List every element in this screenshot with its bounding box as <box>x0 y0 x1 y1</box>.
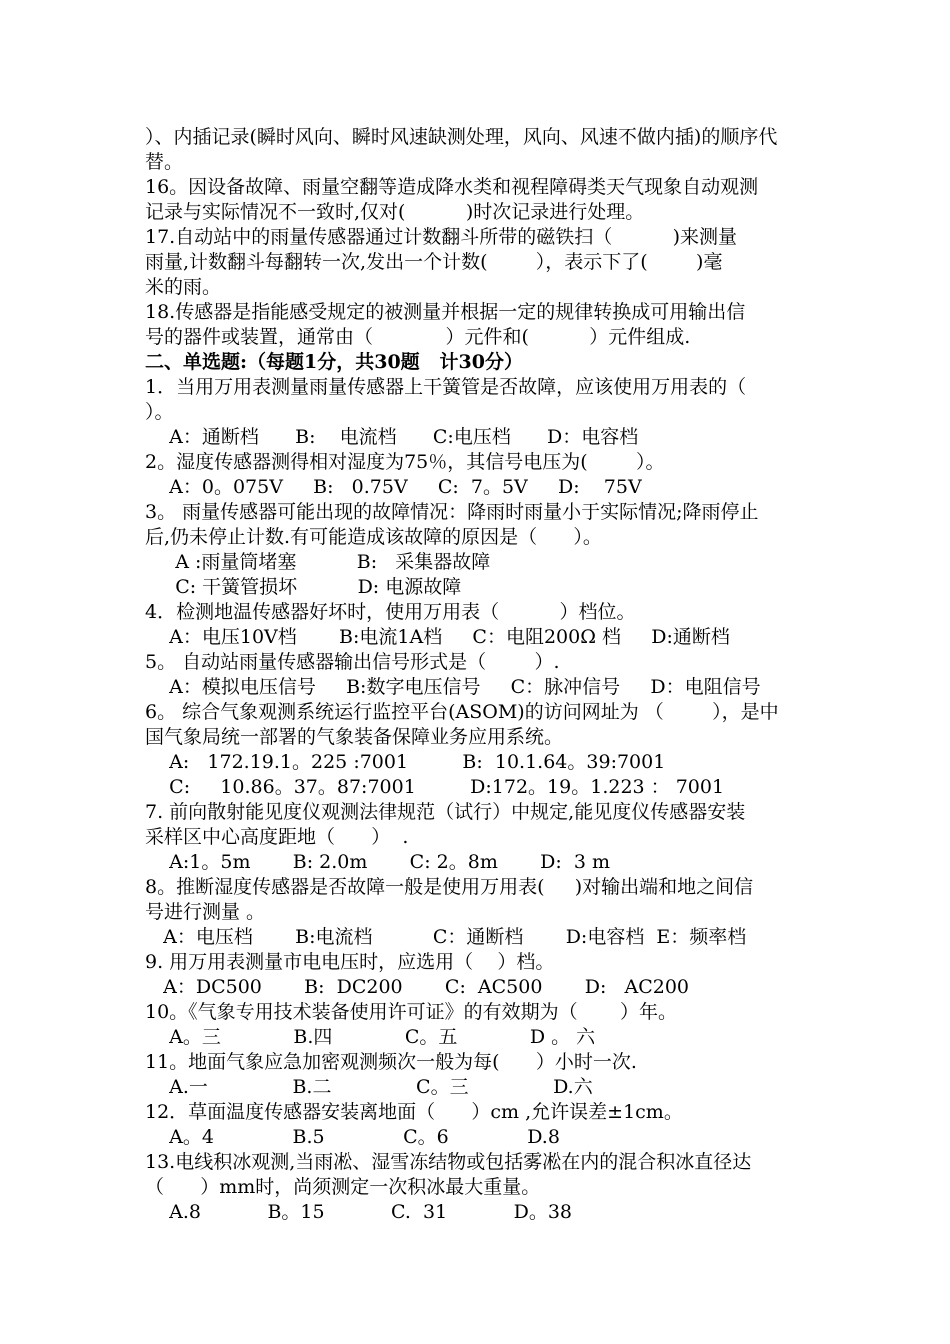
text-line: 10。《气象专用技术装备使用许可证》的有效期为（ ）年。 <box>145 1001 677 1023</box>
text-line: 替。 <box>145 151 184 173</box>
text-line: 1．当用万用表测量雨量传感器上干簧管是否故障，应该使用万用表的（ <box>145 376 747 398</box>
text-line: ）、内插记录(瞬时风向、瞬时风速缺测处理，风向、风速不做内插)的顺序代 <box>145 126 778 148</box>
text-line: 国气象局统一部署的气象装备保障业务应用系统。 <box>145 726 564 748</box>
text-line: 后,仍未停止计数.有可能造成该故障的原因是（ ）。 <box>145 526 602 548</box>
options-line: C: 10.86。37。87:7001 D:172。19。1.223 ： 7001 <box>145 776 725 798</box>
text-line: 号进行测量 。 <box>145 901 266 923</box>
options-line: A：模拟电压信号 B:数字电压信号 C：脉冲信号 D：电阻信号 <box>145 676 761 698</box>
text-line: 4．检测地温传感器好坏时，使用万用表（ ）档位。 <box>145 601 636 623</box>
text-line: 3。 雨量传感器可能出现的故障情况：降雨时雨量小于实际情况;降雨停止 <box>145 501 759 523</box>
options-line: A。4 B.5 C。6 D.8 <box>145 1126 560 1148</box>
options-line: A。三 B.四 C。五 D 。 六 <box>145 1026 596 1048</box>
text-line: 12．草面温度传感器安装离地面（ ）cm ,允许误差±1cm。 <box>145 1101 683 1123</box>
text-line: 18.传感器是指能感受规定的被测量并根据一定的规律转换成可用输出信 <box>145 301 746 323</box>
text-line: 记录与实际情况不一致时,仅对( )时次记录进行处理。 <box>145 201 645 223</box>
text-line: 采样区中心高度距地（ ） . <box>145 826 409 848</box>
options-line: A :雨量筒堵塞 B: 采集器故障 <box>145 551 491 573</box>
text-line: 雨量,计数翻斗每翻转一次,发出一个计数( ），表示下了( )毫 <box>145 251 723 273</box>
text-line: 9. 用万用表测量市电电压时，应选用（ ）档。 <box>145 951 555 973</box>
text-line: 5。 自动站雨量传感器输出信号形式是（ ）. <box>145 651 560 673</box>
text-line: 2。湿度传感器测得相对湿度为75％，其信号电压为( ）。 <box>145 451 665 473</box>
options-line: A：电压档 B:电流档 C：通断档 D:电容档 E：频率档 <box>145 926 747 948</box>
text-line: 17.自动站中的雨量传感器通过计数翻斗所带的磁铁扫（ )来测量 <box>145 226 738 248</box>
options-line: A.一 B.二 C。三 D.六 <box>145 1076 593 1098</box>
section-heading: 二、单选题:（每题1分，共30题 计30分） <box>145 351 523 373</box>
options-line: A：0。075V B: 0.75V C: 7。5V D: 75V <box>145 476 642 498</box>
options-line: A.8 B。15 C. 31 D。38 <box>145 1201 573 1223</box>
text-line: 11。地面气象应急加密观测频次一般为每( ）小时一次. <box>145 1051 637 1073</box>
text-line: 号的器件或装置，通常由（ ）元件和( ）元件组成. <box>145 326 691 348</box>
text-line: 8。推断湿度传感器是否故障一般是使用万用表( )对输出端和地之间信 <box>145 876 754 898</box>
text-line: 米的雨。 <box>145 276 222 298</box>
options-line: C: 干簧管损坏 D: 电源故障 <box>145 576 462 598</box>
options-line: A:1。5m B: 2.0m C: 2。8m D: 3 m <box>145 851 610 873</box>
text-line: （ ）mm时，尚须测定一次积冰最大重量。 <box>145 1176 541 1198</box>
options-line: A：通断档 B: 电流档 C:电压档 D：电容档 <box>145 426 639 448</box>
text-line: 6。 综合气象观测系统运行监控平台(ASOM)的访问网址为 （ ），是中 <box>145 701 779 723</box>
text-line: ）。 <box>145 401 174 423</box>
text-line: 7. 前向散射能见度仪观测法律规范（试行）中规定,能见度仪传感器安装 <box>145 801 746 823</box>
options-line: A：电压10V档 B:电流1A档 C：电阻200Ω 档 D:通断档 <box>145 626 730 648</box>
text-line: 13.电线积冰观测,当雨凇、湿雪冻结物或包括雾凇在内的混合积冰直径达 <box>145 1151 752 1173</box>
text-line: 16。因设备故障、雨量空翻等造成降水类和视程障碍类天气现象自动观测 <box>145 176 759 198</box>
options-line: A: 172.19.1。225 :7001 B: 10.1.64。39:7001 <box>145 751 666 773</box>
options-line: A：DC500 B: DC200 C: AC500 D: AC200 <box>145 976 690 998</box>
